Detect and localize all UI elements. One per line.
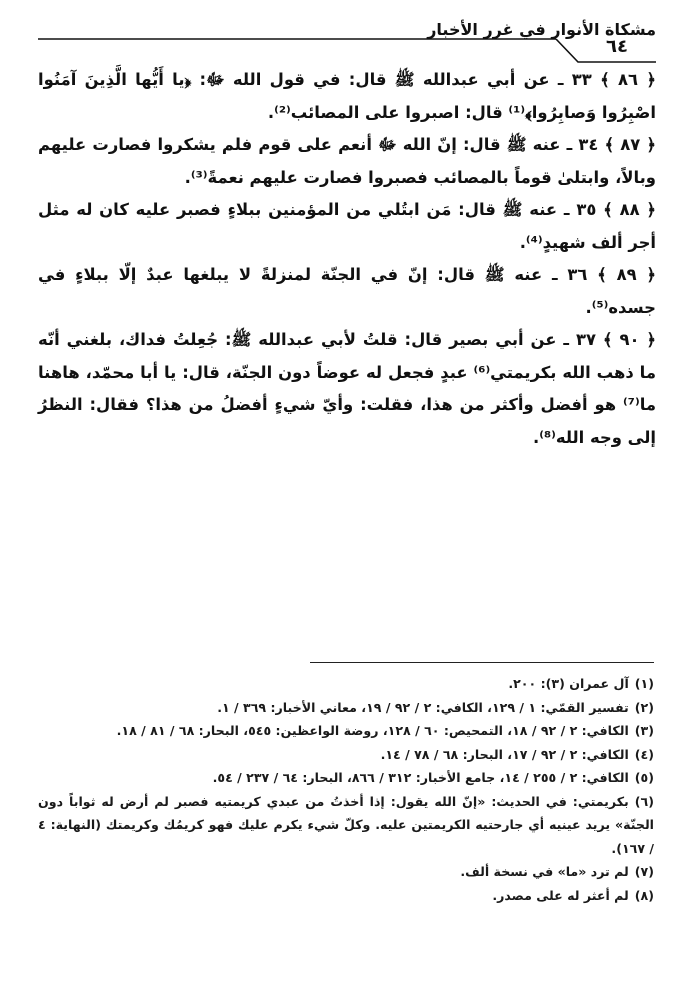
footnote-text: الكافي: ٢ / ٩٢ / ١٧، البحار: ٦٨ / ٧٨ / ١٤. [380, 746, 629, 762]
hadith-text: ٣٧ ـ عن أبي بصير قال: قلتُ لأبي عبدالله ﷺ: جُعِلتُ فداك، بلغني أنّه ما ذهب الله بكريمتي⁽⁶⁾ عبدٍ فجعل له عوضاً دون الجنّة، قال: يا أبا محمّد، هاهنا ما⁽⁷⁾ هو أفضل وأكثر من هذا، فقلت: وأيّ شيءٍ أفضلُ من هذا؟ فقال: النظرُ إلى وجه الله⁽⁸⁾. [38, 330, 656, 447]
hadith-number: ﴿ ٨٨ ﴾ [603, 200, 656, 219]
footnote-number: (٥) [634, 770, 654, 785]
running-title: مشكاة الأنوار في غرر الأخبار [427, 20, 656, 39]
footnote [38, 696, 654, 720]
page-header [0, 16, 694, 66]
footnote-number: (٣) [634, 723, 654, 738]
footnote [38, 766, 654, 790]
footnote-text: الكافي: ٢ / ٩٢ / ١٨، التمحيص: ٦٠ / ١٢٨، روضة الواعظين: ٥٤٥، البحار: ٦٨ / ٨١ / ١٨. [116, 723, 629, 738]
hadith-number: ﴿ ٨٦ ﴾ [600, 70, 656, 89]
footnote-number: (٤) [634, 746, 654, 762]
footnote [38, 790, 654, 861]
footnote-number: (٧) [634, 864, 654, 879]
footnote-text: لم أعثر له على مصدر. [492, 887, 629, 903]
footnote-text: لم ترد «ما» في نسخة ألف. [460, 864, 629, 879]
footnote [38, 672, 654, 696]
footnote [38, 743, 654, 767]
hadith-text: ٣٥ ـ عنه ﷺ قال: مَن ابتُلي من المؤمنين ببلاءٍ فصبر عليه كان له مثل أجر ألف شهيدٍ⁽⁴⁾. [38, 200, 656, 252]
footnote [38, 719, 654, 743]
footnote-number: (١) [634, 676, 654, 691]
hadith-paragraph [38, 259, 656, 324]
footnote-text: تفسير القمّي: ١ / ١٢٩، الكافي: ٢ / ٩٢ / ١٩، معاني الأخبار: ٣٦٩ / ١. [217, 699, 629, 715]
hadith-number: ﴿ ٨٧ ﴾ [604, 135, 656, 154]
hadith-number: ﴿ ٨٩ ﴾ [597, 265, 656, 284]
hadith-number: ﴿ ٩٠ ﴾ [602, 330, 657, 349]
footnote-text: آل عمران (٣): ٢٠٠. [508, 676, 629, 691]
hadith-text: ٣٣ ـ عن أبي عبدالله ﷺ قال: في قول الله ﷻ: ﴿يا أَيُّها الَّذِينَ آمَنُوا اصْبِرُوا وَصابِرُوا﴾⁽¹⁾ قال: اصبروا على المصائب⁽²⁾. [38, 70, 656, 122]
footnote-number: (٦) [634, 793, 654, 809]
hadith-paragraph [38, 64, 656, 129]
hadith-paragraph [38, 194, 656, 259]
hadith-text: ٣٤ ـ عنه ﷺ قال: إنّ الله ﷻ أنعم على قوم فلم يشكروا فصارت عليهم وبالاً، وابتلىٰ قوماً بالمصائب فصبروا فصارت عليهم نعمةً⁽³⁾. [38, 135, 656, 187]
footnote-separator [310, 662, 654, 663]
footnote-text: الكافي: ٢ / ٢٥٥ / ١٤، جامع الأخبار: ٣١٢ / ٨٦٦، البحار: ٦٤ / ٢٣٧ / ٥٤. [212, 770, 629, 785]
footnotes [38, 672, 654, 907]
hadith-paragraph [38, 129, 656, 194]
hadith-text: ٣٦ ـ عنه ﷺ قال: إنّ في الجنّة لمنزلةً لا يبلغها عبدٌ إلّا ببلاءٍ في جسده⁽⁵⁾. [38, 265, 656, 317]
main-text [38, 64, 656, 454]
page-number: ٦٤ [606, 36, 628, 57]
footnote [38, 884, 654, 908]
footnote [38, 860, 654, 884]
hadith-paragraph [38, 324, 656, 454]
footnote-number: (٢) [634, 699, 654, 715]
footnote-text: بكريمتي: في الحديث: «إنّ الله يقول: إذا أخذتُ من عبدي كريمتيه فصبر لم أرض له ثواباً دون الجنّة» يريد عينيه أي جارحتيه الكريمتين عليه. وكلّ شيء يكرم عليك فهو كريمُك وكريمتك (النهاية: ٤ / ١٦٧). [38, 793, 654, 856]
footnote-number: (٨) [634, 887, 654, 903]
